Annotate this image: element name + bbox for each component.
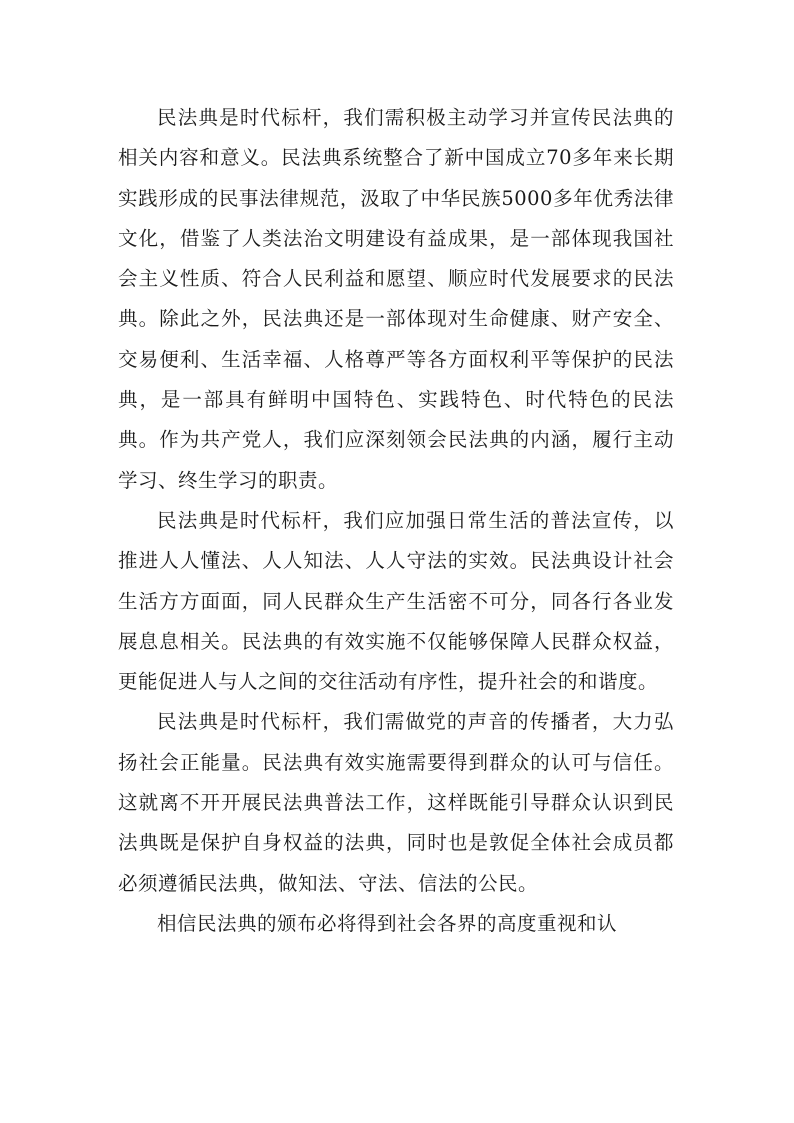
- paragraph-1: 民法典是时代标杆，我们需积极主动学习并宣传民法典的相关内容和意义。民法典系统整合了新中国成立70多年来长期实践形成的民事法律规范，汲取了中华民族5000多年优秀法律文化，借鉴了人类法治文明建设有益成果，是一部体现我国社会主义性质、符合人民利益和愿望、顺应时代发展要求的民法典。除此之外，民法典还是一部体现对生命健康、财产安全、交易便利、生活幸福、人格尊严等各方面权利平等保护的民法典，是一部具有鲜明中国特色、实践特色、时代特色的民法典。作为共产党人，我们应深刻领会民法典的内涵，履行主动学习、终生学习的职责。: [118, 106, 674, 492]
- paragraph-3: 民法典是时代标杆，我们需做党的声音的传播者，大力弘扬社会正能量。民法典有效实施需要得到群众的认可与信任。这就离不开开展民法典普法工作，这样既能引导群众认识到民法典既是保护自身权益的法典，同时也是敦促全体社会成员都必须遵循民法典，做知法、守法、信法的公民。: [118, 710, 674, 895]
- paragraph-4: 相信民法典的颁布必将得到社会各界的高度重视和认: [157, 911, 618, 935]
- paragraph-2: 民法典是时代标杆，我们应加强日常生活的普法宣传，以推进人人懂法、人人知法、人人守法的实效。民法典设计社会生活方方面面，同人民群众生产生活密不可分，同各行各业发展息息相关。民法典的有效实施不仅能够保障人民群众权益，更能促进人与人之间的交往活动有序性，提升社会的和谐度。: [118, 508, 674, 694]
- document-page: [118, 98, 674, 944]
